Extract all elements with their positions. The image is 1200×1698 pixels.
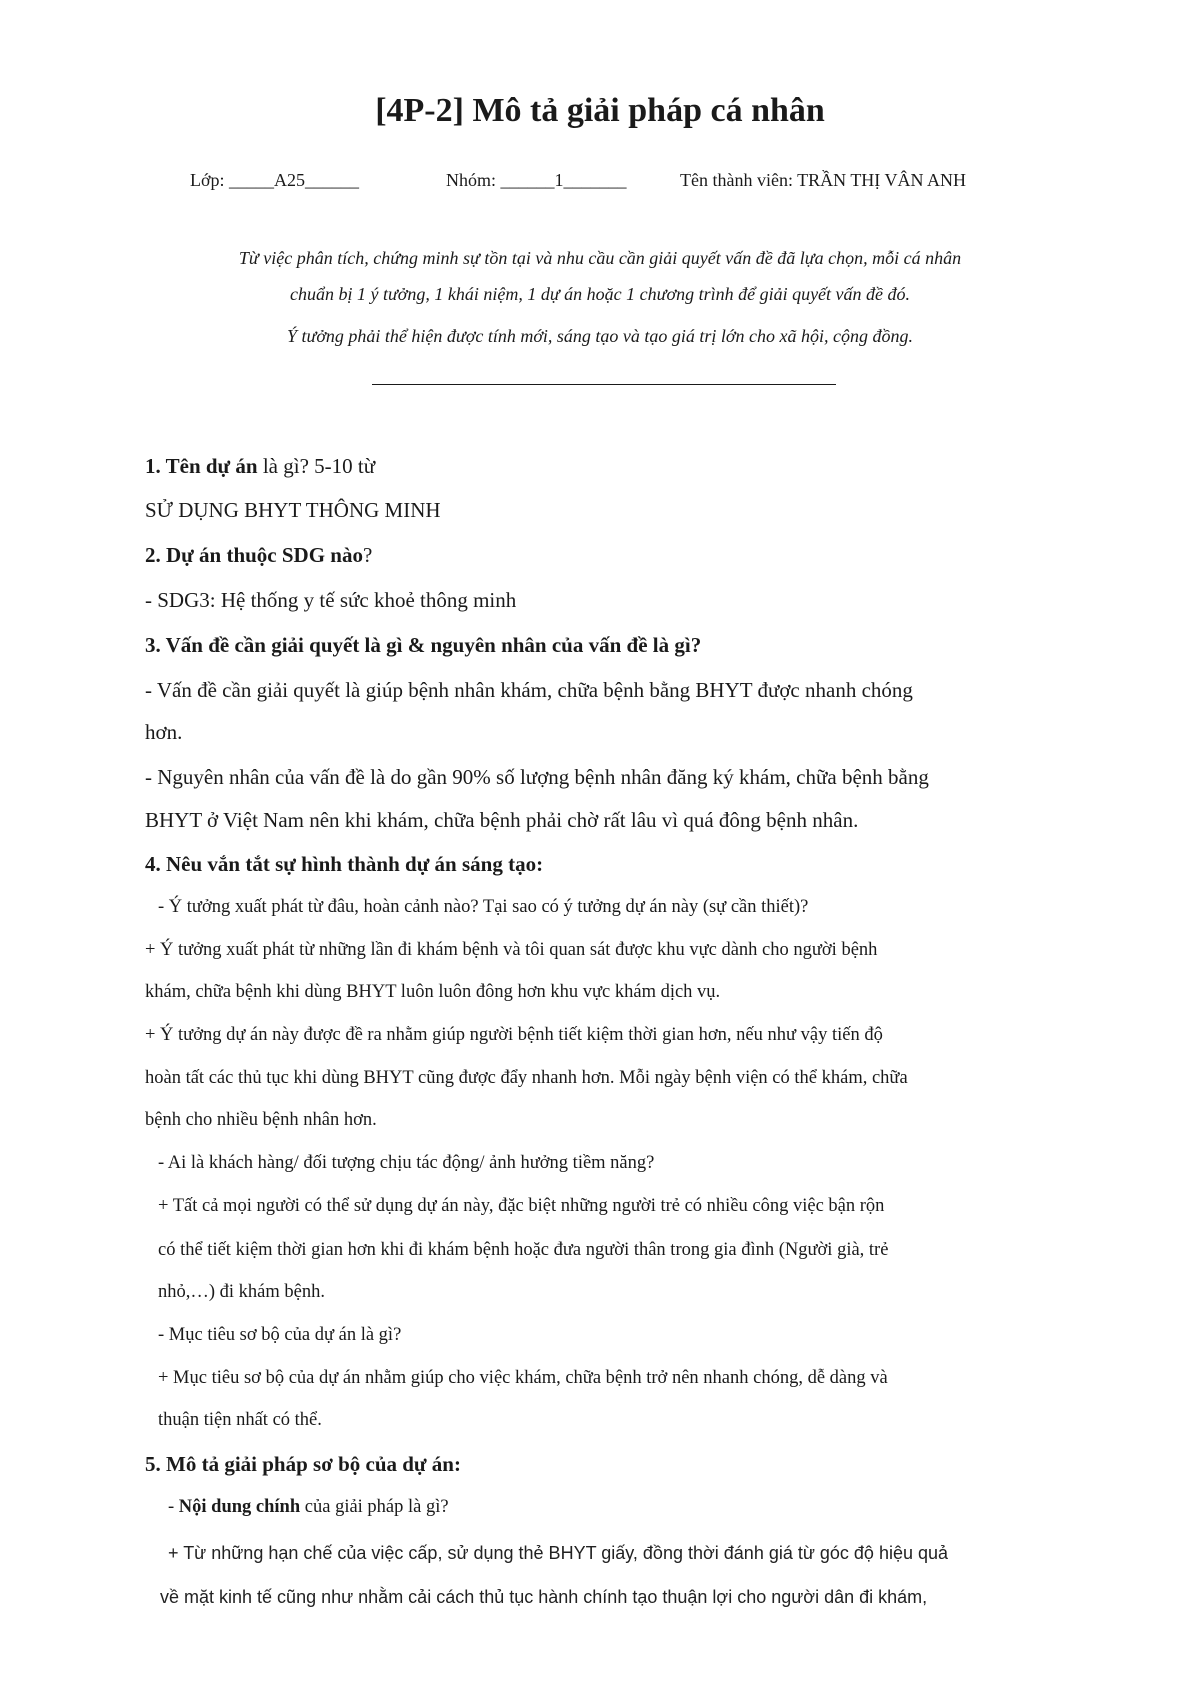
section-heading-rest: ? [362, 543, 373, 567]
paragraph-line: nhỏ,…) đi khám bệnh. [158, 1282, 325, 1302]
section-heading-bold: 5. Mô tả giải pháp sơ bộ của dự án: [145, 1452, 461, 1476]
paragraph-line: + Mục tiêu sơ bộ của dự án nhằm giúp cho việc khám, chữa bệnh trở nên nhanh chóng, dễ dàng và [158, 1368, 888, 1388]
paragraph-line: + Ý tưởng xuất phát từ những lần đi khám bệnh và tôi quan sát được khu vực dành cho người bệnh [145, 940, 878, 960]
intro-line: Ý tưởng phải thể hiện được tính mới, sáng tạo và tạo giá trị lớn cho xã hội, cộng đồng. [286, 326, 914, 346]
paragraph-line: - Mục tiêu sơ bộ của dự án là gì? [158, 1325, 402, 1345]
section-heading-bold: 1. Tên dự án [145, 454, 258, 478]
intro-line: chuẩn bị 1 ý tưởng, 1 khái niệm, 1 dự án hoặc 1 chương trình để giải quyết vấn đề đó. [289, 284, 911, 304]
paragraph-line: + Từ những hạn chế của việc cấp, sử dụng thẻ BHYT giấy, đồng thời đánh giá từ góc độ hiệu quả [168, 1543, 949, 1563]
section-heading-bold: 2. Dự án thuộc SDG nào [145, 543, 363, 567]
section-1-answer: SỬ DỤNG BHYT THÔNG MINH [145, 498, 441, 522]
paragraph-line: BHYT ở Việt Nam nên khi khám, chữa bệnh phải chờ rất lâu vì quá đông bệnh nhân. [145, 808, 859, 832]
section-4-heading [145, 852, 543, 877]
sub-bold: Nội dung chính [178, 1497, 301, 1517]
section-heading-bold: 3. Vấn đề cần giải quyết là gì & nguyên nhân của vấn đề là gì? [145, 633, 702, 657]
sub-rest: của giải pháp là gì? [300, 1497, 449, 1517]
group-field: Nhóm: ______1_______ [446, 170, 627, 190]
paragraph-line: hoàn tất các thủ tục khi dùng BHYT cũng được đẩy nhanh hơn. Mỗi ngày bệnh viện có thể khám, chữa [145, 1068, 908, 1088]
intro-line: Từ việc phân tích, chứng minh sự tồn tại và nhu cầu cần giải quyết vấn đề đã lựa chọn, mỗi cá nhân [238, 248, 962, 268]
section-2-answer: - SDG3: Hệ thống y tế sức khoẻ thông minh [145, 588, 517, 612]
paragraph-line: khám, chữa bệnh khi dùng BHYT luôn luôn đông hơn khu vực khám dịch vụ. [145, 982, 721, 1002]
section-2-heading [145, 543, 372, 568]
section-5-heading [145, 1452, 461, 1477]
section-heading-bold: 4. Nêu vắn tắt sự hình thành dự án sáng tạo: [145, 852, 544, 876]
page-title: [4P-2] Mô tả giải pháp cá nhân [375, 92, 825, 129]
paragraph-line: - Vấn đề cần giải quyết là giúp bệnh nhân khám, chữa bệnh bằng BHYT được nhanh chóng [145, 678, 913, 702]
paragraph-line: có thể tiết kiệm thời gian hơn khi đi khám bệnh hoặc đưa người thân trong gia đình (Người già, trẻ [158, 1240, 889, 1260]
paragraph-line: + Tất cả mọi người có thể sử dụng dự án này, đặc biệt những người trẻ có nhiều công việc bận rộn [158, 1196, 885, 1216]
paragraph-line: - Nguyên nhân của vấn đề là do gần 90% số lượng bệnh nhân đăng ký khám, chữa bệnh bằng [145, 765, 929, 789]
separator-rule [372, 384, 836, 385]
paragraph-line: - Ai là khách hàng/ đối tượng chịu tác động/ ảnh hưởng tiềm năng? [158, 1153, 655, 1173]
paragraph-line: - Ý tưởng xuất phát từ đâu, hoàn cảnh nào? Tại sao có ý tưởng dự án này (sự cần thiết)? [158, 897, 809, 917]
paragraph-line: về mặt kinh tế cũng như nhằm cải cách thủ tục hành chính tạo thuận lợi cho người dân đi khám, [160, 1587, 928, 1607]
section-3-heading [145, 633, 701, 658]
class-field: Lớp: _____A25______ [190, 170, 360, 190]
paragraph-line: hơn. [145, 720, 183, 744]
paragraph-line: bệnh cho nhiều bệnh nhân hơn. [145, 1110, 377, 1130]
member-field: Tên thành viên: TRẦN THỊ VÂN ANH [680, 170, 966, 190]
paragraph-line: thuận tiện nhất có thể. [158, 1410, 322, 1430]
section-1-heading [145, 454, 375, 479]
paragraph-line: + Ý tưởng dự án này được đề ra nhằm giúp người bệnh tiết kiệm thời gian hơn, nếu như vậy tiến độ [145, 1025, 883, 1045]
section-5-subheading [168, 1497, 449, 1518]
section-heading-rest: là gì? 5-10 từ [257, 454, 376, 478]
sub-prefix: - [168, 1497, 179, 1517]
